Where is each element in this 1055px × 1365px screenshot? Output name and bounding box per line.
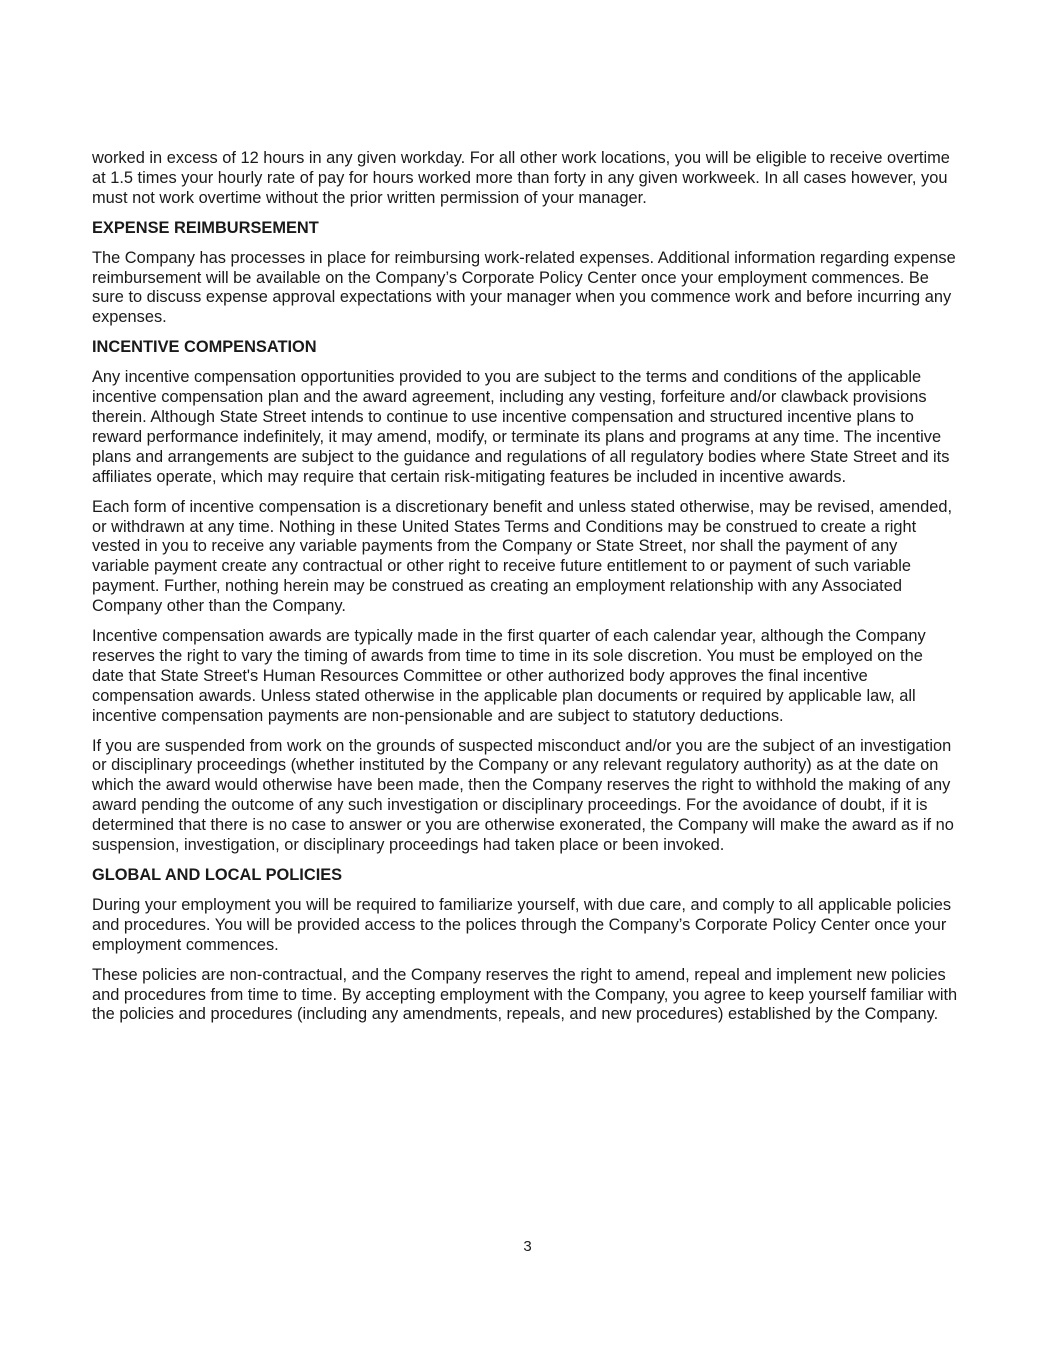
intro-paragraph: worked in excess of 12 hours in any given workday. For all other work locations, you will be eligible to receive overtime at 1.5 times your hourly rate of pay for hours worked more than forty in any given workweek. In all cases however, you must not work overtime without the prior written permission of your manager. xyxy=(92,149,950,207)
body-paragraph: Each form of incentive compensation is a discretionary benefit and unless stated otherwise, may be revised, amended, or withdrawn at any time. Nothing in these United States Terms and Conditions may be construed to create a right vested in you to receive any variable payments from the Company or State Street, nor shall the payment of any variable payment create any contractual or other right to receive future entitlement to or payment of such variable payment. Further, nothing herein may be construed as creating an employment relationship with any Associated Company other than the Company. xyxy=(92,497,953,616)
body-paragraph: Any incentive compensation opportunities provided to you are subject to the terms and conditions of the applicable incentive compensation plan and the award agreement, including any vesting, forfeiture and/or clawback provisions therein. Although State Street intends to continue to use incentive compensation and structured incentive plans to reward performance indefinitely, it may amend, modify, or terminate its plans and programs at any time. The incentive plans and arrangements are subject to the guidance and regulations of all regulatory bodies where State Street and its affiliates operate, which may require that certain risk-mitigating features be included in incentive awards. xyxy=(92,368,950,486)
section-incentive-compensation xyxy=(92,338,958,856)
section-global-and-local-policies xyxy=(92,866,958,1025)
page-number: 3 xyxy=(523,1238,532,1255)
body-paragraph: The Company has processes in place for reimbursing work-related expenses. Additional information regarding expense reimbursement will be available on the Company’s Corporate Policy Center once your employment commences. Be sure to discuss expense approval expectations with your manager when you commence work and before incurring any expenses. xyxy=(92,248,956,327)
body-paragraph: During your employment you will be required to familiarize yourself, with due care, and comply to all applicable policies and procedures. You will be provided access to the polices through the Company’s Corporate Policy Center once your employment commences. xyxy=(92,895,952,954)
body-paragraph: Incentive compensation awards are typically made in the first quarter of each calendar year, although the Company reserves the right to vary the timing of awards from time to time in its sole discretion. You must be employed on the date that State Street's Human Resources Committee or other authorized body approves the final incentive compensation awards. Unless stated otherwise in the applicable plan documents or required by applicable law, all incentive compensation payments are non-pensionable and are subject to statutory deductions. xyxy=(92,627,926,725)
body-paragraph: These policies are non-contractual, and the Company reserves the right to amend, repeal and implement new policies and procedures from time to time. By accepting employment with the Company, you agree to keep yourself familiar with the policies and procedures (including any amendments, repeals, and new procedures) established by the Company. xyxy=(92,965,958,1024)
section-heading: INCENTIVE COMPENSATION xyxy=(92,338,317,357)
document-body xyxy=(92,149,958,1035)
section-heading: EXPENSE REIMBURSEMENT xyxy=(92,218,319,237)
section-heading: GLOBAL AND LOCAL POLICIES xyxy=(92,866,343,884)
body-paragraph: If you are suspended from work on the grounds of suspected misconduct and/or you are the subject of an investigation or disciplinary proceedings (whether instituted by the Company or any relevant regulatory authority) as at the date on which the award would otherwise have been made, then the Company reserves the right to withhold the making of any award pending the outcome of any such investigation or disciplinary proceedings. For the avoidance of doubt, if it is determined that there is no case to answer or you are otherwise exonerated, the Company will make the award as if no suspension, investigation, or disciplinary proceedings had taken place or been invoked. xyxy=(92,736,954,855)
section-expense-reimbursement xyxy=(92,219,958,329)
